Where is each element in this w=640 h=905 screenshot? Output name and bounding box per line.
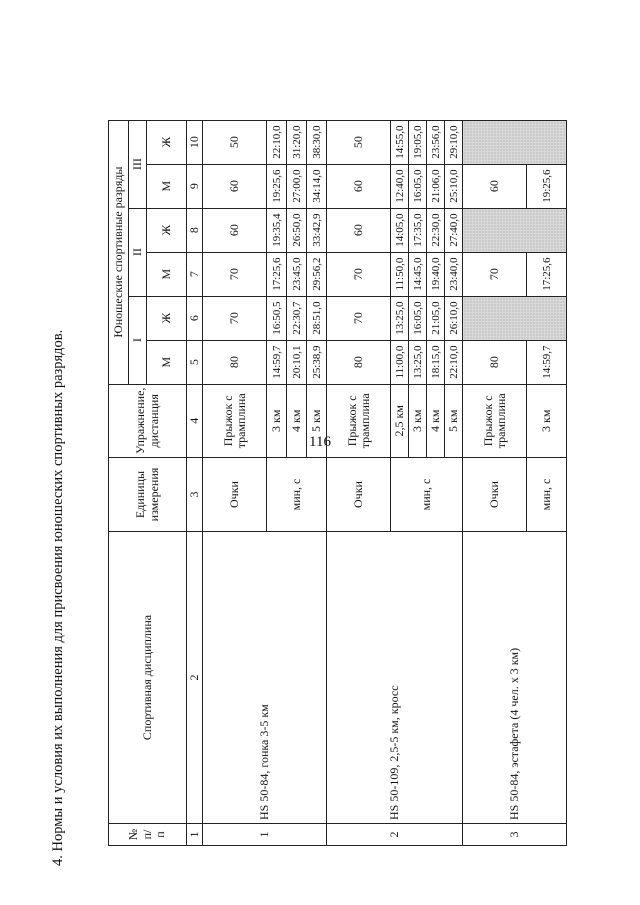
header-male: М xyxy=(147,252,187,296)
norm-value: 70 xyxy=(463,252,527,296)
norm-value: 12:40,0 xyxy=(391,164,409,208)
norm-value: 13:25,0 xyxy=(409,340,427,384)
norm-value: 28:51,0 xyxy=(307,296,327,340)
shaded-empty-cell xyxy=(463,208,567,252)
units-cell: мин, с xyxy=(527,458,567,532)
norm-value: 27:40,0 xyxy=(445,208,463,252)
shaded-empty-cell xyxy=(463,120,567,164)
exercise-cell: 5 км xyxy=(445,384,463,457)
norm-value: 11:50,0 xyxy=(391,252,409,296)
column-number: 3 xyxy=(187,458,203,532)
norm-value: 31:20,0 xyxy=(287,120,307,164)
exercise-cell: 2,5 км xyxy=(391,384,409,457)
header-female: Ж xyxy=(147,296,187,340)
units-cell: Очки xyxy=(327,458,391,532)
units-cell: Очки xyxy=(463,458,527,532)
shaded-empty-cell xyxy=(463,296,567,340)
norm-value: 60 xyxy=(327,208,391,252)
norm-value: 22:10,0 xyxy=(267,120,287,164)
norm-value: 70 xyxy=(327,296,391,340)
exercise-cell: 5 км xyxy=(307,384,327,457)
column-number: 9 xyxy=(187,164,203,208)
norm-value: 19:25,6 xyxy=(527,164,567,208)
norm-value: 50 xyxy=(327,120,391,164)
header-ranks-group: Юношеские спортивные разряды xyxy=(109,120,129,384)
norm-value: 14:55,0 xyxy=(391,120,409,164)
norm-value: 16:05,0 xyxy=(409,164,427,208)
norm-value: 60 xyxy=(203,208,267,252)
norm-value: 11:00,0 xyxy=(391,340,409,384)
norm-value: 18:15,0 xyxy=(427,340,445,384)
norm-value: 20:10,1 xyxy=(287,340,307,384)
norm-value: 14:59,7 xyxy=(267,340,287,384)
header-female: Ж xyxy=(147,208,187,252)
norm-value: 23:40,0 xyxy=(445,252,463,296)
exercise-cell: 4 км xyxy=(427,384,445,457)
column-number: 10 xyxy=(187,120,203,164)
norm-value: 80 xyxy=(327,340,391,384)
column-number: 5 xyxy=(187,340,203,384)
norm-value: 19:05,0 xyxy=(409,120,427,164)
norm-value: 60 xyxy=(203,164,267,208)
norm-value: 70 xyxy=(327,252,391,296)
exercise-cell: 3 км xyxy=(267,384,287,457)
norm-value: 38:30,0 xyxy=(307,120,327,164)
header-num: № п/п xyxy=(109,824,187,846)
header-male: М xyxy=(147,340,187,384)
norm-value: 60 xyxy=(463,164,527,208)
norm-value: 26:10,0 xyxy=(445,296,463,340)
norms-table xyxy=(108,120,567,846)
norm-value: 17:25,6 xyxy=(527,252,567,296)
norm-value: 21:06,0 xyxy=(427,164,445,208)
page-number: 116 xyxy=(309,434,331,450)
norm-value: 14:59,7 xyxy=(527,340,567,384)
norm-value: 29:10,0 xyxy=(445,120,463,164)
exercise-cell: 3 км xyxy=(409,384,427,457)
norm-value: 13:25,0 xyxy=(391,296,409,340)
column-number: 4 xyxy=(187,384,203,457)
exercise-cell: 4 км xyxy=(287,384,307,457)
header-exercise: Упражнение, дистанция xyxy=(109,384,187,457)
column-number: 2 xyxy=(187,532,203,824)
exercise-cell: 3 км xyxy=(527,384,567,457)
units-cell: мин, с xyxy=(267,458,327,532)
header-rank-2: II xyxy=(129,208,147,296)
header-rank-1: I xyxy=(129,296,147,384)
row-number: 2 xyxy=(327,824,463,846)
header-female: Ж xyxy=(147,120,187,164)
norm-value: 22:30,7 xyxy=(287,296,307,340)
norm-value: 80 xyxy=(463,340,527,384)
units-cell: мин, с xyxy=(391,458,463,532)
norm-value: 19:35,4 xyxy=(267,208,287,252)
norm-value: 25:38,9 xyxy=(307,340,327,384)
norm-value: 21:05,0 xyxy=(427,296,445,340)
header-rank-3: III xyxy=(129,120,147,208)
norm-value: 16:05,0 xyxy=(409,296,427,340)
norm-value: 16:50,5 xyxy=(267,296,287,340)
row-number: 1 xyxy=(203,824,327,846)
document-title: 4. Нормы и условия их выполнения для присвоения юношеских спортивных разрядов. xyxy=(50,329,66,866)
column-number: 8 xyxy=(187,208,203,252)
norm-value: 23:45,0 xyxy=(287,252,307,296)
header-discipline: Спортивная дисциплина xyxy=(109,532,187,824)
norm-value: 34:14,0 xyxy=(307,164,327,208)
norm-value: 29:56,2 xyxy=(307,252,327,296)
norm-value: 22:10,0 xyxy=(445,340,463,384)
norm-value: 26:50,0 xyxy=(287,208,307,252)
header-male: М xyxy=(147,164,187,208)
norm-value: 70 xyxy=(203,252,267,296)
norm-value: 70 xyxy=(203,296,267,340)
norm-value: 80 xyxy=(203,340,267,384)
discipline-name: HS 50-109, 2,5-5 км, кросс xyxy=(327,532,463,824)
norm-value: 17:25,6 xyxy=(267,252,287,296)
norm-value: 60 xyxy=(327,164,391,208)
norm-value: 19:40,0 xyxy=(427,252,445,296)
norm-value: 27:00,0 xyxy=(287,164,307,208)
norm-value: 33:42,9 xyxy=(307,208,327,252)
column-number: 1 xyxy=(187,824,203,846)
norm-value: 17:35,0 xyxy=(409,208,427,252)
norm-value: 25:10,0 xyxy=(445,164,463,208)
norm-value: 22:30,0 xyxy=(427,208,445,252)
exercise-cell: Прыжок с трамплина xyxy=(463,384,527,457)
row-number: 3 xyxy=(463,824,567,846)
exercise-cell: Прыжок с трамплина xyxy=(327,384,391,457)
norm-value: 14:05,0 xyxy=(391,208,409,252)
column-number: 7 xyxy=(187,252,203,296)
units-cell: Очки xyxy=(203,458,267,532)
header-units: Единицы измерения xyxy=(109,458,187,532)
exercise-cell: Прыжок с трамплина xyxy=(203,384,267,457)
column-number: 6 xyxy=(187,296,203,340)
discipline-name: HS 50-84, эстафета (4 чел. х 3 км) xyxy=(463,532,567,824)
norm-value: 23:56,0 xyxy=(427,120,445,164)
rotated-page-content xyxy=(42,66,602,866)
norm-value: 50 xyxy=(203,120,267,164)
norm-value: 19:25,6 xyxy=(267,164,287,208)
norm-value: 14:45,0 xyxy=(409,252,427,296)
discipline-name: HS 50-84, гонка 3-5 км xyxy=(203,532,327,824)
